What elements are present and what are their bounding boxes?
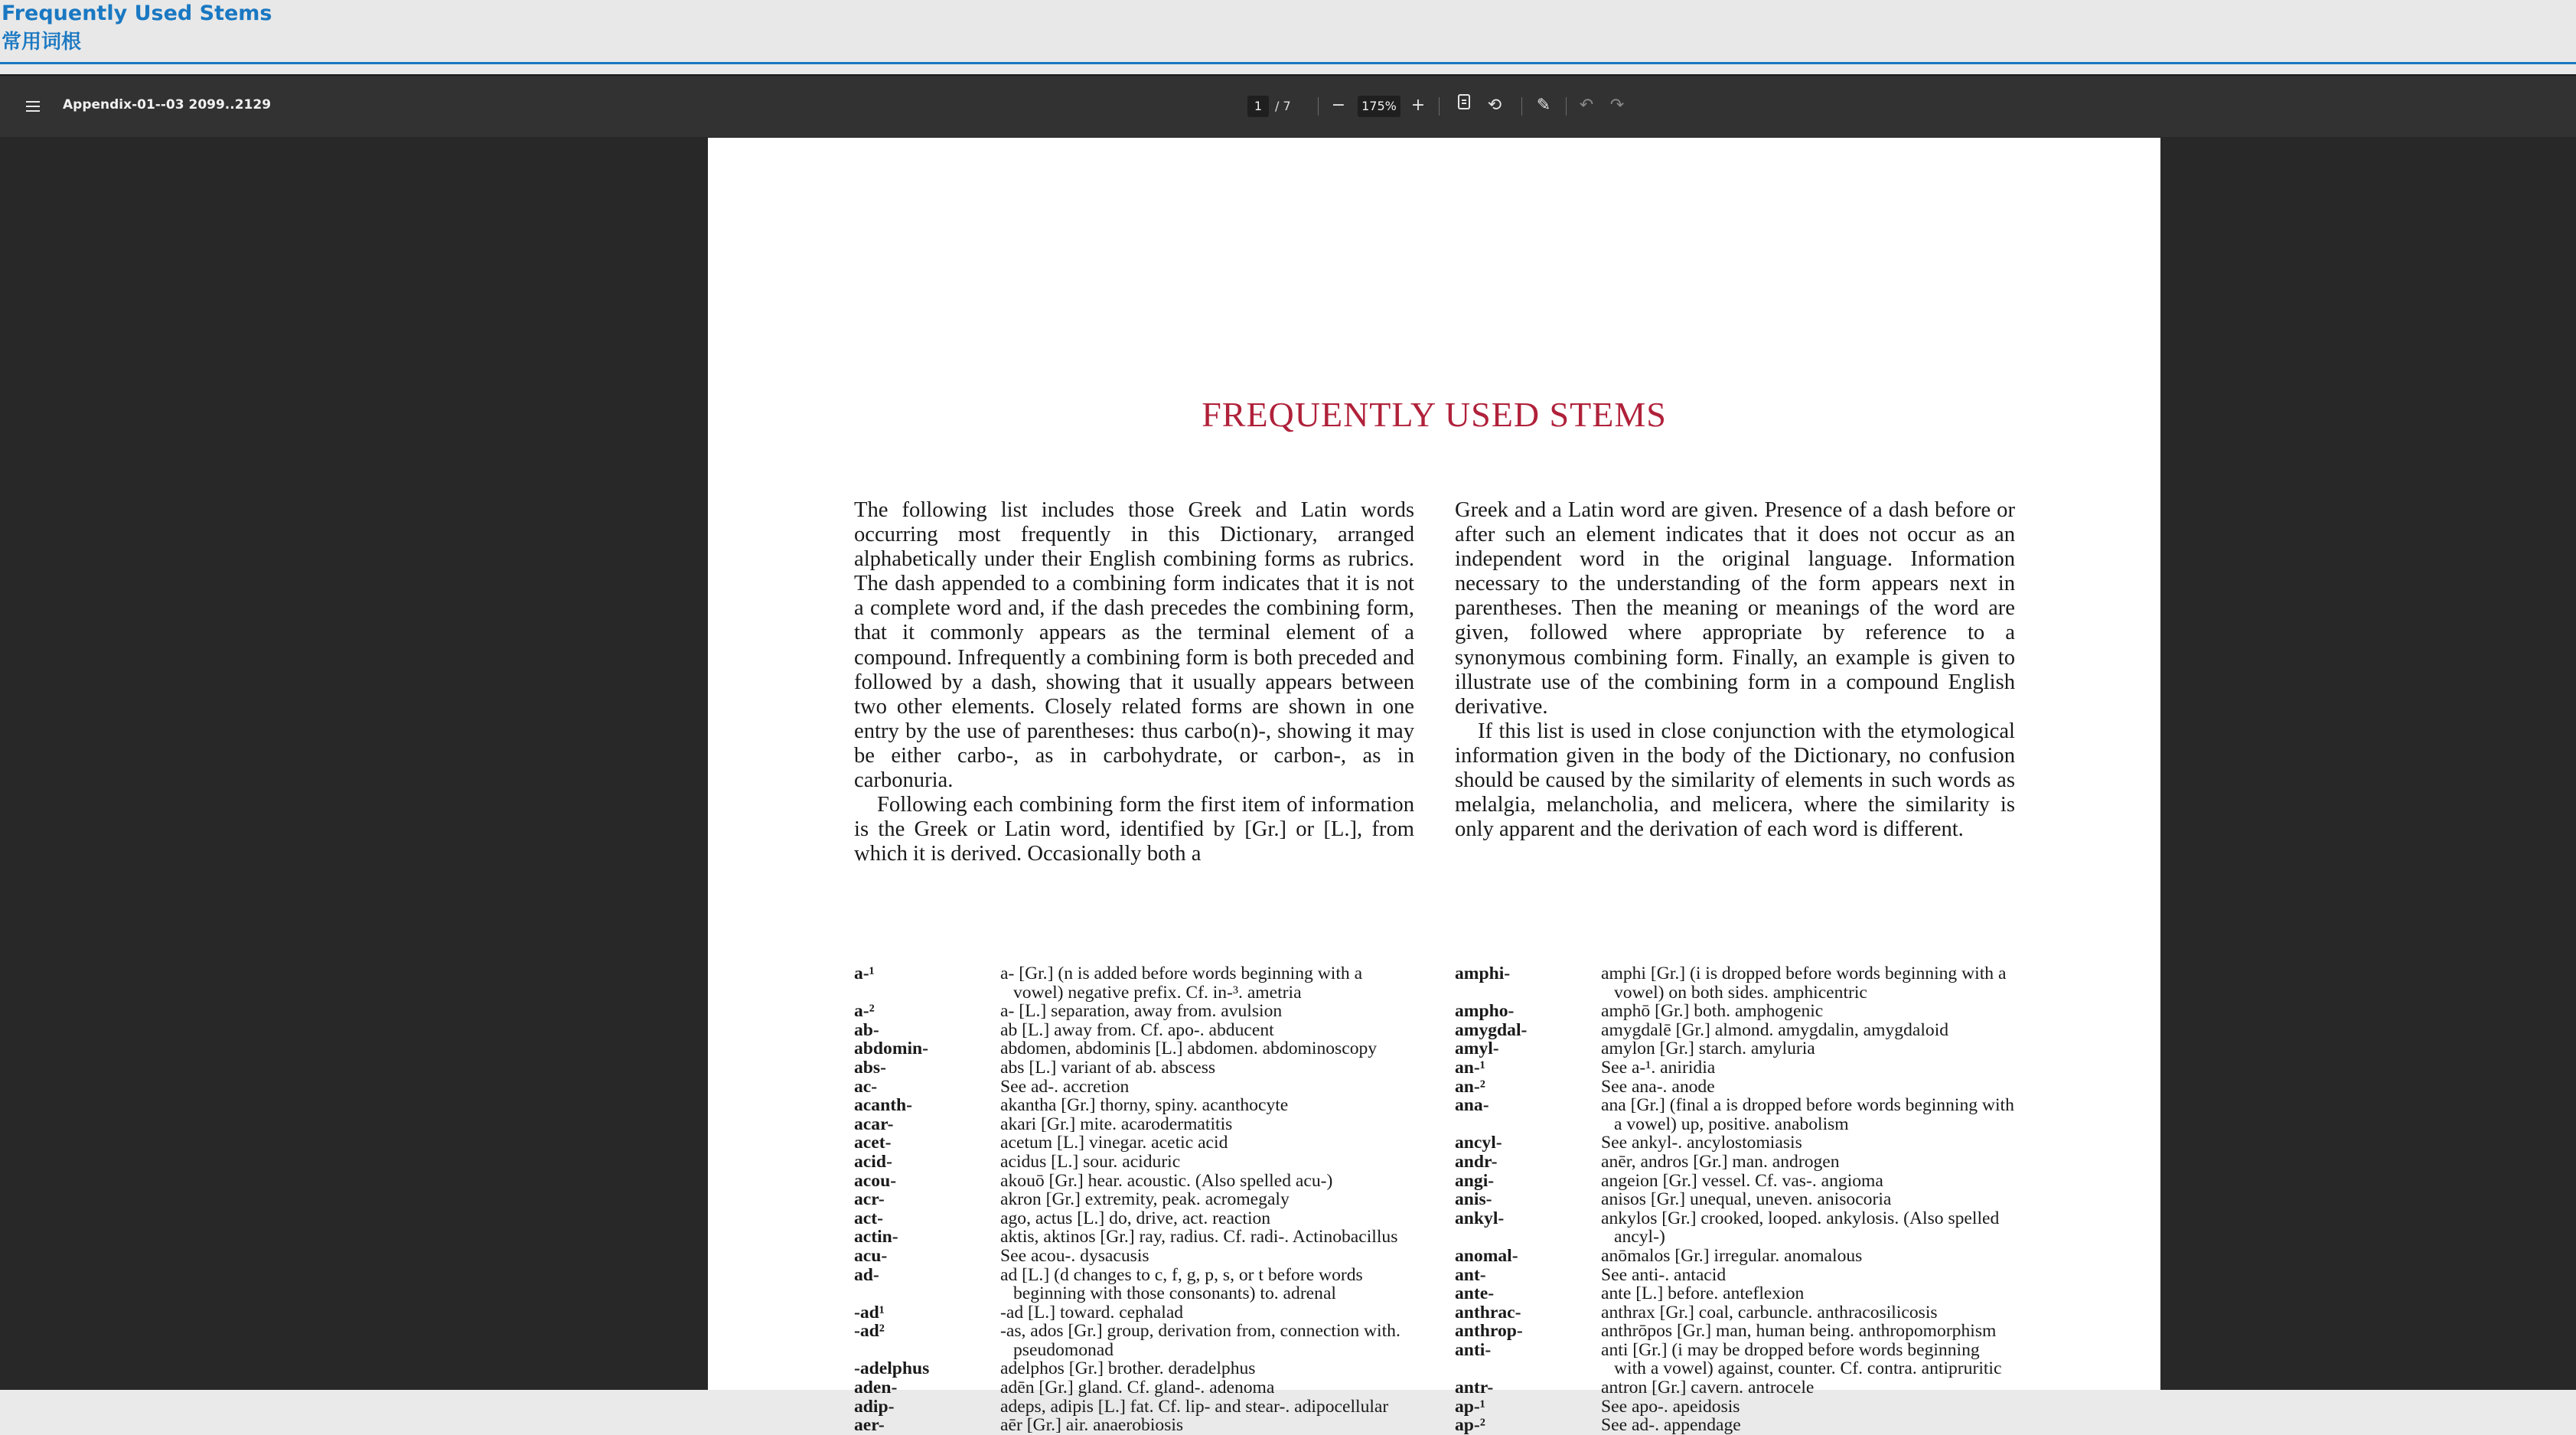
- stem-term: ab-: [854, 1019, 879, 1040]
- stem-definition: anthrax [Gr.] coal, carbuncle. anthracosilicosis: [1601, 1302, 1938, 1322]
- stem-term: anis-: [1455, 1189, 1492, 1210]
- stem-definition: See a-¹. aniridia: [1601, 1057, 1716, 1078]
- stem-term: abs-: [854, 1057, 886, 1078]
- intro-paragraph: Greek and a Latin word are given. Presence of a dash before or after such an element indicates that it does not occur as an independent word in the original language. Information necessary to the understanding of the form appears next in parentheses. Then the meaning or meanings of the word are given, followed where appropriate by reference to a synonymous combining form. Finally, an example is given to illustrate use of the combining form in a compound English derivative.: [1455, 498, 2015, 719]
- banner-subtitle: 常用词根: [2, 31, 82, 54]
- stem-term: antr-: [1455, 1378, 1494, 1398]
- stem-definition: acetum [L.] vinegar. acetic acid: [1000, 1133, 1228, 1153]
- stem-term: acou-: [854, 1170, 897, 1191]
- intro-paragraph: The following list includes those Greek and Latin words occurring most frequently in this Dictionary, arranged alphabetically under their English combining forms as rubrics. The dash appended to a combining form indicates that it is not a complete word and, if the dash precedes the combining form, that it commonly appears as the terminal element of a compound. Infrequently a combining form is both preceded and followed by a dash, showing that it usually appears between two other elements. Closely related forms are shown in one entry by the use of parentheses: thus carbo(n)-, showing it may be either carbo-, as in carbohydrate, or carbon-, as in carbonuria.: [854, 498, 1414, 793]
- stem-term: ana-: [1455, 1095, 1489, 1116]
- stem-definition: ankylos [Gr.] crooked, looped. ankylosis. (Also spelled ancyl-): [1601, 1208, 2000, 1247]
- toolbar-divider: [1318, 97, 1319, 116]
- stem-definition: akantha [Gr.] thorny, spiny. acanthocyte: [1000, 1095, 1289, 1116]
- viewer-toolbar: [0, 76, 2576, 137]
- stem-definition: amphi [Gr.] (i is dropped before words beginning with a vowel) on both sides. amphicentric: [1601, 964, 2007, 1003]
- stem-entry: [854, 1266, 1414, 1303]
- stem-term: acanth-: [854, 1095, 913, 1116]
- stem-entry: [1455, 1002, 2015, 1021]
- stem-term: acr-: [854, 1189, 885, 1210]
- stem-term: actin-: [854, 1227, 898, 1247]
- stem-entry: [854, 1359, 1414, 1378]
- rotate-icon[interactable]: ⟲: [1487, 96, 1502, 115]
- stem-term: amyl-: [1455, 1039, 1499, 1059]
- stem-term: -ad²: [854, 1321, 885, 1342]
- stem-term: ap-²: [1455, 1415, 1485, 1435]
- toolbar-divider: [1521, 97, 1522, 116]
- stem-definition: See acou-. dysacusis: [1000, 1245, 1149, 1266]
- stem-term: andr-: [1455, 1151, 1498, 1172]
- stem-definition: akari [Gr.] mite. acarodermatitis: [1000, 1114, 1233, 1134]
- stem-term: act-: [854, 1208, 883, 1228]
- stem-term: anti-: [1455, 1339, 1492, 1360]
- stem-entry: [1455, 1039, 2015, 1058]
- stem-entry: [854, 1228, 1414, 1247]
- stem-definition: ante [L.] before. anteflexion: [1601, 1283, 1805, 1304]
- stem-definition: See ad-. appendage: [1601, 1415, 1741, 1435]
- stem-definition: aktis, aktinos [Gr.] ray, radius. Cf. radi-. Actinobacillus: [1000, 1227, 1398, 1247]
- stem-definition: a- [L.] separation, away from. avulsion: [1000, 1001, 1283, 1022]
- intro-paragraph: If this list is used in close conjunction with the etymological information given in the body of the Dictionary, no confusion should be caused by the similarity of elements in such words as melalgia, melancholia, and melicera, where the similarity is only apparent and the derivation of each word is different.: [1455, 719, 2015, 842]
- stem-entry: [1455, 964, 2015, 1002]
- stem-term: aden-: [854, 1378, 898, 1398]
- stem-term: a-²: [854, 1001, 875, 1022]
- stem-term: amygdal-: [1455, 1019, 1528, 1040]
- stem-term: acu-: [854, 1245, 888, 1266]
- stem-term: an-¹: [1455, 1057, 1485, 1078]
- stem-entry: [854, 1378, 1414, 1397]
- stem-term: ant-: [1455, 1264, 1486, 1285]
- stem-entry: [854, 1153, 1414, 1172]
- stem-definition: akron [Gr.] extremity, peak. acromegaly: [1000, 1189, 1290, 1210]
- toolbar-divider: [1439, 97, 1440, 116]
- stem-entry: [854, 1190, 1414, 1209]
- stem-definition: anthrōpos [Gr.] man, human being. anthropomorphism: [1601, 1321, 1997, 1342]
- stem-term: acet-: [854, 1133, 892, 1153]
- stem-term: anthrop-: [1455, 1321, 1523, 1342]
- intro-column-right: [1455, 498, 2015, 842]
- stem-definition: See ana-. anode: [1601, 1076, 1715, 1097]
- stem-entry: [1455, 1021, 2015, 1040]
- document-page: [708, 138, 2160, 1435]
- intro-column-left: [854, 498, 1414, 866]
- stem-definition: amylon [Gr.] starch. amyluria: [1601, 1039, 1815, 1059]
- stem-definition: adelphos [Gr.] brother. deradelphus: [1000, 1358, 1256, 1379]
- stem-entry: [1455, 1096, 2015, 1133]
- stem-definition: akouō [Gr.] hear. acoustic. (Also spelled acu-): [1000, 1170, 1333, 1191]
- stem-term: aer-: [854, 1415, 885, 1435]
- stem-term: ante-: [1455, 1283, 1495, 1304]
- stem-entry: [854, 1209, 1414, 1228]
- stem-term: adip-: [854, 1396, 895, 1417]
- stem-entry: [854, 1397, 1414, 1417]
- stem-entry: [1455, 1133, 2015, 1153]
- redo-icon[interactable]: ↷: [1609, 96, 1625, 115]
- stem-entry: [1455, 1397, 2015, 1417]
- stem-term: -ad¹: [854, 1302, 885, 1322]
- zoom-out-icon[interactable]: −: [1331, 96, 1346, 115]
- intro-paragraph: Following each combining form the first item of information is the Greek or Latin word, identified by [Gr.] or [L.], from which it is derived. Occasionally both a: [854, 793, 1414, 866]
- stem-entry: [1455, 1303, 2015, 1322]
- stem-entry: [854, 1039, 1414, 1058]
- stem-entry: [854, 1058, 1414, 1078]
- stem-term: abdomin-: [854, 1039, 929, 1059]
- stem-definition: amphō [Gr.] both. amphogenic: [1601, 1001, 1824, 1022]
- page-number-input[interactable]: 1: [1247, 96, 1269, 117]
- stem-term: angi-: [1455, 1170, 1495, 1191]
- stem-list-left: [854, 964, 1414, 1435]
- stem-definition: -ad [L.] toward. cephalad: [1000, 1302, 1184, 1322]
- stem-entry: [1455, 1209, 2015, 1247]
- stem-entry: [854, 1002, 1414, 1021]
- stem-entry: [854, 1133, 1414, 1153]
- stem-definition: ab [L.] away from. Cf. apo-. abducent: [1000, 1019, 1274, 1040]
- stem-definition: adeps, adipis [L.] fat. Cf. lip- and stear-. adipocellular: [1000, 1396, 1389, 1417]
- stem-entry: [1455, 1341, 2015, 1378]
- stem-definition: abs [L.] variant of ab. abscess: [1000, 1057, 1216, 1078]
- stem-definition: acidus [L.] sour. aciduric: [1000, 1151, 1181, 1172]
- stem-entry: [1455, 1058, 2015, 1078]
- stem-entry: [854, 1115, 1414, 1134]
- document-title: Appendix-01--03 2099..2129: [63, 97, 272, 113]
- pdf-viewer: [0, 74, 2576, 1435]
- stem-entry: [854, 1247, 1414, 1266]
- stem-definition: -as, ados [Gr.] group, derivation from, connection with. pseudomonad: [1000, 1321, 1400, 1360]
- stem-term: acid-: [854, 1151, 892, 1172]
- stem-term: anthrac-: [1455, 1302, 1521, 1322]
- stem-entry: [854, 1096, 1414, 1115]
- stem-definition: anēr, andros [Gr.] man. androgen: [1601, 1151, 1840, 1172]
- stem-definition: antron [Gr.] cavern. antrocele: [1601, 1378, 1815, 1398]
- page-heading: FREQUENTLY USED STEMS: [1202, 395, 1667, 434]
- stem-definition: ago, actus [L.] do, drive, act. reaction: [1000, 1208, 1271, 1228]
- stem-term: an-²: [1455, 1076, 1485, 1097]
- stem-term: acar-: [854, 1114, 894, 1134]
- stem-definition: angeion [Gr.] vessel. Cf. vas-. angioma: [1601, 1170, 1883, 1191]
- banner-title: Frequently Used Stems: [2, 2, 272, 25]
- stem-entry: [854, 1021, 1414, 1040]
- stem-definition: a- [Gr.] (n is added before words beginning with a vowel) negative prefix. Cf. in-³. ametria: [1000, 964, 1363, 1003]
- stem-definition: amygdalē [Gr.] almond. amygdalin, amygdaloid: [1601, 1019, 1949, 1040]
- page-total: / 7: [1275, 99, 1291, 113]
- stem-entry: [854, 1172, 1414, 1191]
- toolbar-divider: [1566, 97, 1567, 116]
- stem-definition: anōmalos [Gr.] irregular. anomalous: [1601, 1245, 1863, 1266]
- stem-definition: abdomen, abdominis [L.] abdomen. abdominoscopy: [1000, 1039, 1378, 1059]
- menu-icon[interactable]: [18, 91, 49, 122]
- stem-definition: anisos [Gr.] unequal, uneven. anisocoria: [1601, 1189, 1892, 1210]
- stem-entry: [1455, 1153, 2015, 1172]
- stem-definition: adēn [Gr.] gland. Cf. gland-. adenoma: [1000, 1378, 1275, 1398]
- stem-entry: [854, 1416, 1414, 1435]
- zoom-level-input[interactable]: 175%: [1358, 96, 1400, 117]
- stem-term: ancyl-: [1455, 1133, 1502, 1153]
- stem-entry: [1455, 1247, 2015, 1266]
- stem-definition: ana [Gr.] (final a is dropped before words beginning with a vowel) up, positive. anabolism: [1601, 1095, 2014, 1134]
- stem-entry: [1455, 1172, 2015, 1191]
- stem-term: -adelphus: [854, 1358, 930, 1379]
- stem-term: anomal-: [1455, 1245, 1518, 1266]
- stem-entry: [854, 1078, 1414, 1097]
- stem-definition: See anti-. antacid: [1601, 1264, 1727, 1285]
- annotate-icon[interactable]: ✎: [1536, 96, 1551, 115]
- stem-entry: [1455, 1078, 2015, 1097]
- stem-term: ankyl-: [1455, 1208, 1505, 1228]
- stem-entry: [1455, 1266, 2015, 1285]
- stem-term: ap-¹: [1455, 1396, 1485, 1417]
- undo-icon[interactable]: ↶: [1579, 96, 1594, 115]
- stem-entry: [854, 1322, 1414, 1359]
- stem-list-right: [1455, 964, 2015, 1435]
- zoom-in-icon[interactable]: +: [1410, 96, 1426, 115]
- stem-definition: See ankyl-. ancylostomiasis: [1601, 1133, 1802, 1153]
- stem-definition: See apo-. apeidosis: [1601, 1396, 1740, 1417]
- fit-page-icon[interactable]: [1451, 93, 1477, 119]
- stem-term: ampho-: [1455, 1001, 1515, 1022]
- stem-entry: [854, 1303, 1414, 1322]
- stem-term: ad-: [854, 1264, 879, 1285]
- stem-definition: aēr [Gr.] air. anaerobiosis: [1000, 1415, 1184, 1435]
- stem-entry: [854, 964, 1414, 1002]
- stem-entry: [1455, 1378, 2015, 1397]
- stem-entry: [1455, 1284, 2015, 1303]
- stem-term: ac-: [854, 1076, 878, 1097]
- stem-term: amphi-: [1455, 964, 1511, 983]
- stem-definition: See ad-. accretion: [1000, 1076, 1130, 1097]
- stem-definition: ad [L.] (d changes to c, f, g, p, s, or t before words beginning with those consonants) to. adrenal: [1000, 1264, 1363, 1304]
- page-banner: [0, 0, 2576, 64]
- stem-definition: anti [Gr.] (i may be dropped before words beginning with a vowel) against, counter. Cf. contra. antipruritic: [1601, 1339, 2002, 1379]
- stem-entry: [1455, 1190, 2015, 1209]
- stem-entry: [1455, 1322, 2015, 1341]
- stem-term: a-¹: [854, 964, 875, 983]
- stem-entry: [1455, 1416, 2015, 1435]
